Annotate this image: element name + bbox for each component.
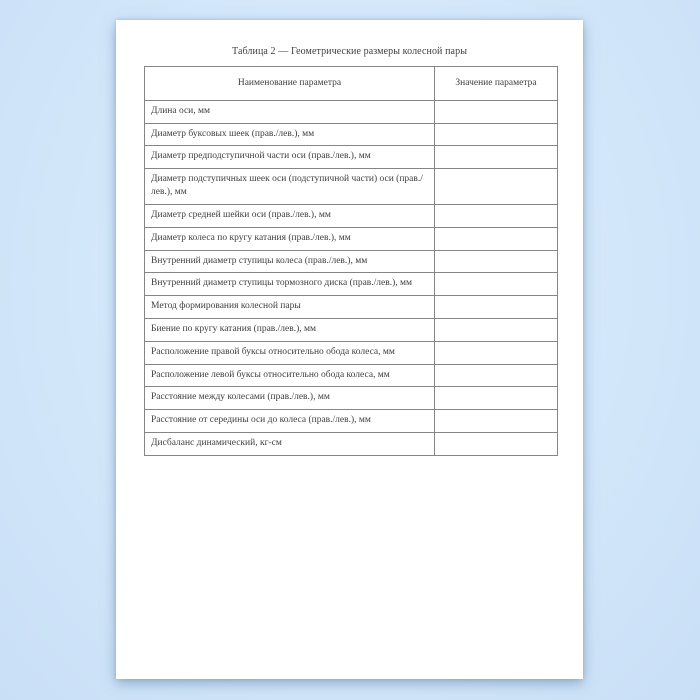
parameter-value-cell [435, 227, 558, 250]
column-header-parameter-value: Значение параметра [435, 67, 558, 101]
table-caption: Таблица 2 — Геометрические размеры колесной пары [231, 46, 468, 57]
parameter-value-cell [435, 273, 558, 296]
table-body [145, 100, 558, 455]
parameter-name-cell: Внутренний диаметр ступицы колеса (прав./лев.), мм [145, 250, 435, 273]
parameter-value-cell [435, 204, 558, 227]
parameter-name-cell: Метод формирования колесной пары [145, 296, 435, 319]
table-row [145, 100, 558, 123]
parameters-table [144, 66, 558, 456]
document-page [116, 20, 583, 679]
parameter-name-cell: Длина оси, мм [145, 100, 435, 123]
parameter-value-cell [435, 123, 558, 146]
table-row [145, 227, 558, 250]
parameter-value-cell [435, 169, 558, 205]
parameter-name-cell: Диаметр буксовых шеек (прав./лев.), мм [145, 123, 435, 146]
parameter-name-cell: Диаметр подступичных шеек оси (подступичной части) оси (прав./лев.), мм [145, 169, 435, 205]
table-row [145, 204, 558, 227]
parameter-value-cell [435, 410, 558, 433]
parameter-value-cell [435, 100, 558, 123]
parameter-value-cell [435, 296, 558, 319]
parameter-value-cell [435, 341, 558, 364]
parameter-value-cell [435, 146, 558, 169]
table-row [145, 364, 558, 387]
table-row [145, 387, 558, 410]
table-row [145, 169, 558, 205]
table-row [145, 341, 558, 364]
parameter-name-cell: Диаметр предподступичной части оси (прав./лев.), мм [145, 146, 435, 169]
parameter-name-cell: Дисбаланс динамический, кг-см [145, 433, 435, 456]
parameter-name-cell: Расстояние между колесами (прав./лев.), мм [145, 387, 435, 410]
parameter-name-cell: Диаметр средней шейки оси (прав./лев.), мм [145, 204, 435, 227]
parameter-name-cell: Диаметр колеса по кругу катания (прав./лев.), мм [145, 227, 435, 250]
parameter-name-cell: Расположение правой буксы относительно обода колеса, мм [145, 341, 435, 364]
parameter-value-cell [435, 387, 558, 410]
table-row [145, 318, 558, 341]
table-row [145, 410, 558, 433]
column-header-parameter-name: Наименование параметра [145, 67, 435, 101]
parameter-value-cell [435, 433, 558, 456]
parameter-name-cell: Расположение левой буксы относительно обода колеса, мм [145, 364, 435, 387]
table-row [145, 146, 558, 169]
table-row [145, 296, 558, 319]
table-row [145, 123, 558, 146]
table-header-row [145, 67, 558, 101]
parameter-name-cell: Биение по кругу катания (прав./лев.), мм [145, 318, 435, 341]
parameter-name-cell: Внутренний диаметр ступицы тормозного диска (прав./лев.), мм [145, 273, 435, 296]
parameter-value-cell [435, 318, 558, 341]
table-row [145, 250, 558, 273]
parameter-value-cell [435, 250, 558, 273]
table-row [145, 433, 558, 456]
table-row [145, 273, 558, 296]
parameter-value-cell [435, 364, 558, 387]
parameter-name-cell: Расстояние от середины оси до колеса (прав./лев.), мм [145, 410, 435, 433]
